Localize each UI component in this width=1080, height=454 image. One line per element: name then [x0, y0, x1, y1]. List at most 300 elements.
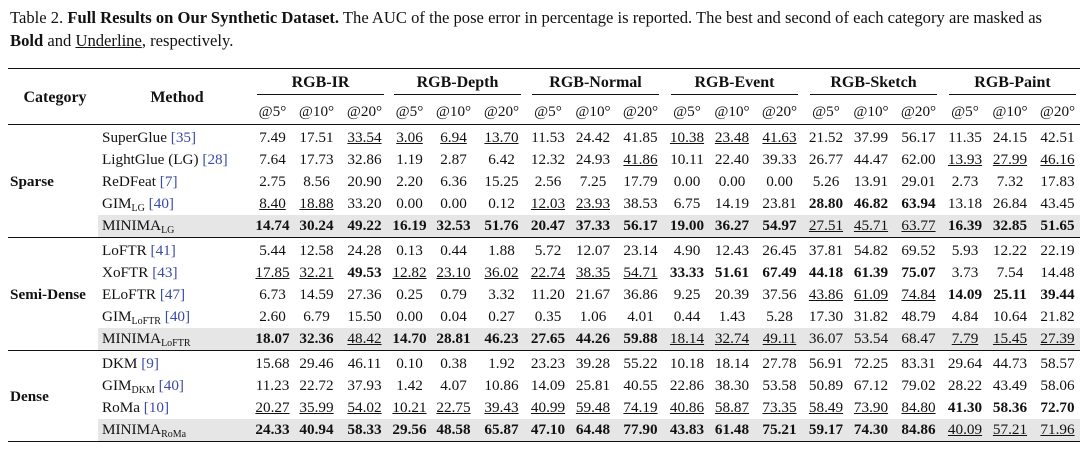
value-cell: 14.59: [299, 286, 334, 303]
table-row: [8, 328, 1080, 351]
method-name: RoMa: [102, 399, 140, 416]
header-group: RGB-Normal: [526, 71, 665, 100]
value-cell: 12.22: [992, 242, 1028, 259]
value-cell: 24.28: [347, 242, 382, 259]
value-cell: 18.14: [665, 328, 709, 351]
value-cell: 7.79: [943, 328, 987, 351]
header-threshold: @5°: [951, 103, 979, 120]
value-cell: 74.84: [901, 286, 936, 303]
method-name: MINIMA: [102, 329, 162, 347]
header-threshold: @10°: [575, 103, 611, 120]
value-cell: 29.64: [947, 355, 983, 372]
method-name: SuperGlue: [102, 129, 167, 146]
value-cell: 68.47: [894, 328, 943, 351]
value-cell: 23.10: [436, 264, 471, 281]
value-cell: 43.86: [808, 286, 844, 303]
value-cell: 58.57: [1040, 355, 1075, 372]
value-cell: 7.49: [259, 129, 286, 146]
value-cell: 14.19: [714, 195, 750, 212]
header-threshold: @5°: [258, 103, 287, 120]
value-cell: 0.35: [534, 308, 562, 325]
header-threshold: @10°: [992, 103, 1028, 120]
value-cell: 4.01: [627, 308, 654, 325]
value-cell: 11.20: [531, 286, 565, 303]
caption-text-2: , respectively.: [141, 31, 234, 50]
value-cell: 24.33: [252, 419, 293, 442]
value-cell: 0.00: [718, 173, 746, 190]
value-cell: 40.09: [943, 419, 987, 442]
value-cell: 28.22: [947, 377, 983, 394]
header-threshold: @10°: [714, 103, 750, 120]
value-cell: 39.43: [484, 399, 519, 416]
value-cell: 16.39: [943, 215, 987, 238]
value-cell: 28.81: [430, 328, 477, 351]
value-cell: 46.11: [347, 355, 382, 372]
value-cell: 0.04: [440, 308, 467, 325]
value-cell: 5.44: [259, 242, 286, 259]
header-threshold: @10°: [853, 103, 889, 120]
results-table-wrapper: [8, 68, 1076, 442]
value-cell: 23.23: [530, 355, 566, 372]
value-cell: 59.17: [804, 419, 848, 442]
header-threshold: @10°: [298, 103, 335, 120]
value-cell: 37.81: [808, 242, 844, 259]
value-cell: 43.45: [1040, 195, 1075, 212]
header-group: RGB-IR: [252, 71, 389, 100]
value-cell: 29.01: [901, 173, 936, 190]
value-cell: 37.56: [762, 286, 797, 303]
value-cell: 46.23: [477, 328, 526, 351]
value-cell: 61.09: [853, 286, 889, 303]
value-cell: 41.30: [947, 399, 983, 416]
value-cell: 53.54: [848, 328, 894, 351]
category-cell: Dense: [10, 388, 49, 405]
value-cell: 15.25: [484, 173, 519, 190]
value-cell: 13.93: [947, 151, 983, 168]
value-cell: 12.43: [714, 242, 750, 259]
value-cell: 7.54: [996, 264, 1024, 281]
value-cell: 38.35: [575, 264, 611, 281]
value-cell: 10.86: [484, 377, 519, 394]
value-cell: 71.96: [1033, 419, 1080, 442]
value-cell: 36.02: [484, 264, 519, 281]
caption-underline-word: Underline: [75, 31, 142, 50]
value-cell: 2.20: [396, 173, 423, 190]
value-cell: 0.10: [396, 355, 423, 372]
method-cell: [98, 193, 252, 215]
table-row: [8, 215, 1080, 238]
value-cell: 39.33: [762, 151, 797, 168]
value-cell: 33.33: [669, 264, 705, 281]
value-cell: 0.00: [440, 195, 467, 212]
value-cell: 27.78: [762, 355, 797, 372]
value-cell: 17.30: [808, 308, 844, 325]
header-method: Method: [150, 88, 204, 106]
value-cell: 0.27: [488, 308, 515, 325]
value-cell: 84.86: [894, 419, 943, 442]
value-cell: 5.26: [812, 173, 840, 190]
value-cell: 32.86: [347, 151, 382, 168]
value-cell: 23.48: [714, 129, 750, 146]
method-cell: [98, 262, 252, 284]
value-cell: 14.74: [252, 215, 293, 238]
value-cell: 50.89: [808, 377, 844, 394]
value-cell: 26.84: [992, 195, 1028, 212]
value-cell: 4.84: [951, 308, 979, 325]
method-cell: [98, 375, 252, 397]
value-cell: 12.82: [392, 264, 427, 281]
value-cell: 56.17: [616, 215, 665, 238]
value-cell: 18.07: [252, 328, 293, 351]
value-cell: 36.86: [623, 286, 658, 303]
method-cell: [98, 419, 252, 442]
value-cell: 21.82: [1040, 308, 1075, 325]
value-cell: 75.21: [755, 419, 804, 442]
value-cell: 41.63: [762, 129, 797, 146]
value-cell: 3.32: [488, 286, 515, 303]
value-cell: 59.48: [575, 399, 611, 416]
header-threshold: @5°: [673, 103, 701, 120]
value-cell: 32.36: [293, 328, 340, 351]
value-cell: 6.36: [440, 173, 467, 190]
value-cell: 0.12: [488, 195, 515, 212]
value-cell: 46.82: [853, 195, 889, 212]
citation-link[interactable]: [9]: [141, 355, 159, 372]
value-cell: 49.11: [755, 328, 804, 351]
value-cell: 22.74: [530, 264, 566, 281]
value-cell: 4.90: [673, 242, 701, 259]
citation-link[interactable]: [40]: [148, 194, 174, 212]
header-group: RGB-Event: [665, 71, 804, 100]
value-cell: 47.10: [526, 419, 570, 442]
citation-link[interactable]: [7]: [159, 173, 178, 190]
header-threshold: @20°: [900, 103, 937, 120]
value-cell: 23.93: [575, 195, 611, 212]
header-threshold: @20°: [761, 103, 798, 120]
table-caption: [10, 6, 1072, 52]
value-cell: 53.58: [762, 377, 797, 394]
value-cell: 23.81: [762, 195, 797, 212]
value-cell: 42.51: [1040, 129, 1075, 146]
value-cell: 58.33: [340, 419, 389, 442]
value-cell: 5.28: [766, 308, 793, 325]
value-cell: 4.07: [440, 377, 467, 394]
table-row: [8, 397, 1080, 419]
method-name: GIM: [102, 194, 132, 212]
value-cell: 20.39: [714, 286, 750, 303]
value-cell: 54.71: [623, 264, 658, 281]
method-subscript: LG: [131, 202, 145, 214]
value-cell: 65.87: [477, 419, 526, 442]
value-cell: 13.18: [947, 195, 983, 212]
value-cell: 0.79: [440, 286, 467, 303]
value-cell: 73.90: [853, 399, 889, 416]
value-cell: 24.93: [575, 151, 611, 168]
citation-link[interactable]: [28]: [202, 151, 228, 168]
value-cell: 8.40: [259, 195, 286, 212]
value-cell: 12.58: [299, 242, 334, 259]
citation-link[interactable]: [47]: [159, 286, 186, 303]
value-cell: 36.27: [709, 215, 755, 238]
value-cell: 11.35: [948, 129, 982, 146]
value-cell: 22.40: [714, 151, 750, 168]
value-cell: 41.85: [623, 129, 658, 146]
value-cell: 57.21: [987, 419, 1033, 442]
value-cell: 58.36: [992, 399, 1028, 416]
value-cell: 20.27: [255, 399, 290, 416]
method-name: LightGlue (LG): [102, 151, 199, 168]
method-name: MINIMA: [102, 420, 162, 438]
value-cell: 0.25: [396, 286, 423, 303]
value-cell: 40.99: [530, 399, 566, 416]
value-cell: 63.77: [894, 215, 943, 238]
value-cell: 40.55: [623, 377, 658, 394]
value-cell: 43.49: [992, 377, 1028, 394]
value-cell: 9.25: [673, 286, 701, 303]
value-cell: 20.90: [347, 173, 382, 190]
value-cell: 11.53: [531, 129, 565, 146]
value-cell: 18.88: [299, 195, 334, 212]
value-cell: 10.11: [670, 151, 704, 168]
value-cell: 46.16: [1040, 151, 1075, 168]
table-row: [8, 240, 1080, 262]
value-cell: 51.76: [477, 215, 526, 238]
citation-link[interactable]: [40]: [164, 307, 191, 325]
citation-link[interactable]: [41]: [150, 242, 176, 259]
value-cell: 32.74: [709, 328, 755, 351]
value-cell: 27.99: [992, 151, 1028, 168]
value-cell: 2.56: [534, 173, 562, 190]
value-cell: 16.19: [389, 215, 430, 238]
method-cell: [98, 353, 252, 375]
value-cell: 5.93: [951, 242, 979, 259]
value-cell: 12.32: [530, 151, 566, 168]
value-cell: 75.07: [901, 264, 936, 281]
value-cell: 14.48: [1040, 264, 1075, 281]
value-cell: 7.32: [996, 173, 1024, 190]
value-cell: 48.79: [901, 308, 936, 325]
value-cell: 6.73: [259, 286, 286, 303]
value-cell: 22.75: [436, 399, 471, 416]
value-cell: 1.88: [488, 242, 515, 259]
results-table: [8, 68, 1080, 442]
table-row: [8, 306, 1080, 328]
value-cell: 59.88: [616, 328, 665, 351]
value-cell: 83.31: [901, 355, 936, 372]
value-cell: 56.91: [808, 355, 844, 372]
value-cell: 17.51: [299, 129, 334, 146]
value-cell: 32.85: [987, 215, 1033, 238]
value-cell: 55.22: [623, 355, 658, 372]
value-cell: 72.70: [1040, 399, 1075, 416]
value-cell: 6.42: [488, 151, 515, 168]
value-cell: 33.54: [347, 129, 382, 146]
value-cell: 26.77: [808, 151, 844, 168]
value-cell: 11.23: [255, 377, 290, 394]
value-cell: 74.19: [623, 399, 658, 416]
table-row: [8, 149, 1080, 171]
table-row: [8, 353, 1080, 375]
value-cell: 21.52: [808, 129, 844, 146]
value-cell: 33.20: [347, 195, 382, 212]
value-cell: 10.64: [992, 308, 1028, 325]
value-cell: 61.48: [709, 419, 755, 442]
method-name: ReDFeat: [102, 173, 156, 190]
table-row: [8, 284, 1080, 306]
value-cell: 36.07: [804, 328, 848, 351]
value-cell: 2.87: [440, 151, 467, 168]
results-table-body: [8, 69, 1080, 443]
value-cell: 38.53: [623, 195, 658, 212]
value-cell: 29.46: [299, 355, 334, 372]
header-group: RGB-Paint: [943, 71, 1080, 100]
value-cell: 31.82: [853, 308, 889, 325]
value-cell: 3.73: [951, 264, 979, 281]
method-name: XoFTR: [102, 264, 149, 281]
value-cell: 19.00: [665, 215, 709, 238]
value-cell: 22.19: [1040, 242, 1075, 259]
header-threshold: @5°: [812, 103, 840, 120]
method-subscript: RoMa: [161, 428, 187, 440]
value-cell: 43.83: [665, 419, 709, 442]
method-name: MINIMA: [102, 216, 162, 234]
citation-link[interactable]: [40]: [158, 376, 184, 394]
value-cell: 6.94: [440, 129, 467, 146]
value-cell: 2.73: [951, 173, 979, 190]
value-cell: 79.02: [901, 377, 936, 394]
value-cell: 44.18: [808, 264, 844, 281]
value-cell: 1.06: [579, 308, 607, 325]
value-cell: 74.30: [848, 419, 894, 442]
value-cell: 5.72: [534, 242, 562, 259]
method-cell: [98, 215, 252, 238]
value-cell: 49.53: [347, 264, 382, 281]
value-cell: 2.75: [259, 173, 286, 190]
method-name: GIM: [102, 376, 132, 394]
value-cell: 45.71: [848, 215, 894, 238]
value-cell: 25.11: [993, 286, 1027, 303]
method-name: ELoFTR: [102, 286, 157, 303]
method-name: DKM: [102, 355, 138, 372]
value-cell: 23.14: [623, 242, 658, 259]
caption-label: Table 2.: [10, 8, 64, 27]
method-cell: [98, 171, 252, 193]
method-cell: [98, 306, 252, 328]
value-cell: 26.45: [762, 242, 797, 259]
value-cell: 44.73: [992, 355, 1028, 372]
method-cell: [98, 149, 252, 171]
value-cell: 41.86: [623, 151, 658, 168]
value-cell: 1.43: [718, 308, 746, 325]
value-cell: 6.79: [303, 308, 330, 325]
value-cell: 40.86: [669, 399, 705, 416]
value-cell: 24.15: [992, 129, 1028, 146]
value-cell: 51.65: [1033, 215, 1080, 238]
value-cell: 8.56: [303, 173, 330, 190]
caption-bold-word: Bold: [10, 31, 44, 50]
value-cell: 54.82: [853, 242, 889, 259]
value-cell: 25.81: [575, 377, 611, 394]
value-cell: 48.58: [430, 419, 477, 442]
method-cell: [98, 328, 252, 351]
citation-link[interactable]: [35]: [170, 129, 197, 146]
caption-text-1: The AUC of the pose error in percentage is reported. The best and second of each category are masked as: [339, 8, 1043, 27]
value-cell: 54.02: [347, 399, 382, 416]
table-row: [8, 375, 1080, 397]
value-cell: 0.38: [440, 355, 467, 372]
value-cell: 35.99: [299, 399, 334, 416]
value-cell: 56.17: [901, 129, 936, 146]
value-cell: 1.19: [396, 151, 423, 168]
value-cell: 10.38: [669, 129, 705, 146]
value-cell: 28.80: [808, 195, 844, 212]
table-row: [8, 419, 1080, 442]
value-cell: 67.49: [762, 264, 797, 281]
value-cell: 58.49: [808, 399, 844, 416]
header-threshold: @5°: [534, 103, 562, 120]
value-cell: 0.44: [440, 242, 467, 259]
header-row-groups: [8, 71, 1080, 100]
value-cell: 2.60: [259, 308, 286, 325]
value-cell: 20.47: [526, 215, 570, 238]
method-subscript: DKM: [131, 384, 155, 396]
value-cell: 58.87: [714, 399, 750, 416]
value-cell: 27.36: [347, 286, 382, 303]
value-cell: 14.09: [947, 286, 983, 303]
category-cell: Semi-Dense: [10, 286, 86, 303]
value-cell: 22.86: [669, 377, 705, 394]
value-cell: 58.06: [1040, 377, 1075, 394]
value-cell: 32.21: [299, 264, 334, 281]
value-cell: 0.13: [396, 242, 423, 259]
value-cell: 72.25: [853, 355, 889, 372]
value-cell: 39.28: [575, 355, 611, 372]
header-threshold: @5°: [395, 103, 424, 120]
value-cell: 0.00: [673, 173, 701, 190]
value-cell: 0.00: [766, 173, 793, 190]
value-cell: 6.75: [673, 195, 701, 212]
method-cell: [98, 284, 252, 306]
value-cell: 40.94: [293, 419, 340, 442]
value-cell: 15.45: [987, 328, 1033, 351]
value-cell: 27.39: [1033, 328, 1080, 351]
value-cell: 30.24: [293, 215, 340, 238]
value-cell: 10.21: [392, 399, 427, 416]
value-cell: 61.39: [853, 264, 889, 281]
value-cell: 0.00: [396, 195, 423, 212]
value-cell: 62.00: [901, 151, 936, 168]
value-cell: 0.44: [673, 308, 701, 325]
value-cell: 1.42: [396, 377, 423, 394]
value-cell: 48.42: [340, 328, 389, 351]
value-cell: 49.22: [340, 215, 389, 238]
method-cell: [98, 127, 252, 149]
table-row: [8, 262, 1080, 284]
table-row: [8, 193, 1080, 215]
citation-link[interactable]: [43]: [152, 264, 178, 281]
value-cell: 14.09: [530, 377, 566, 394]
value-cell: 7.64: [259, 151, 286, 168]
value-cell: 13.70: [484, 129, 519, 146]
value-cell: 21.67: [575, 286, 611, 303]
citation-link[interactable]: [10]: [143, 399, 170, 416]
value-cell: 37.93: [347, 377, 382, 394]
method-subscript: LoFTR: [131, 315, 161, 327]
value-cell: 77.90: [616, 419, 665, 442]
value-cell: 54.97: [755, 215, 804, 238]
header-group: RGB-Sketch: [804, 71, 943, 100]
value-cell: 63.94: [901, 195, 936, 212]
